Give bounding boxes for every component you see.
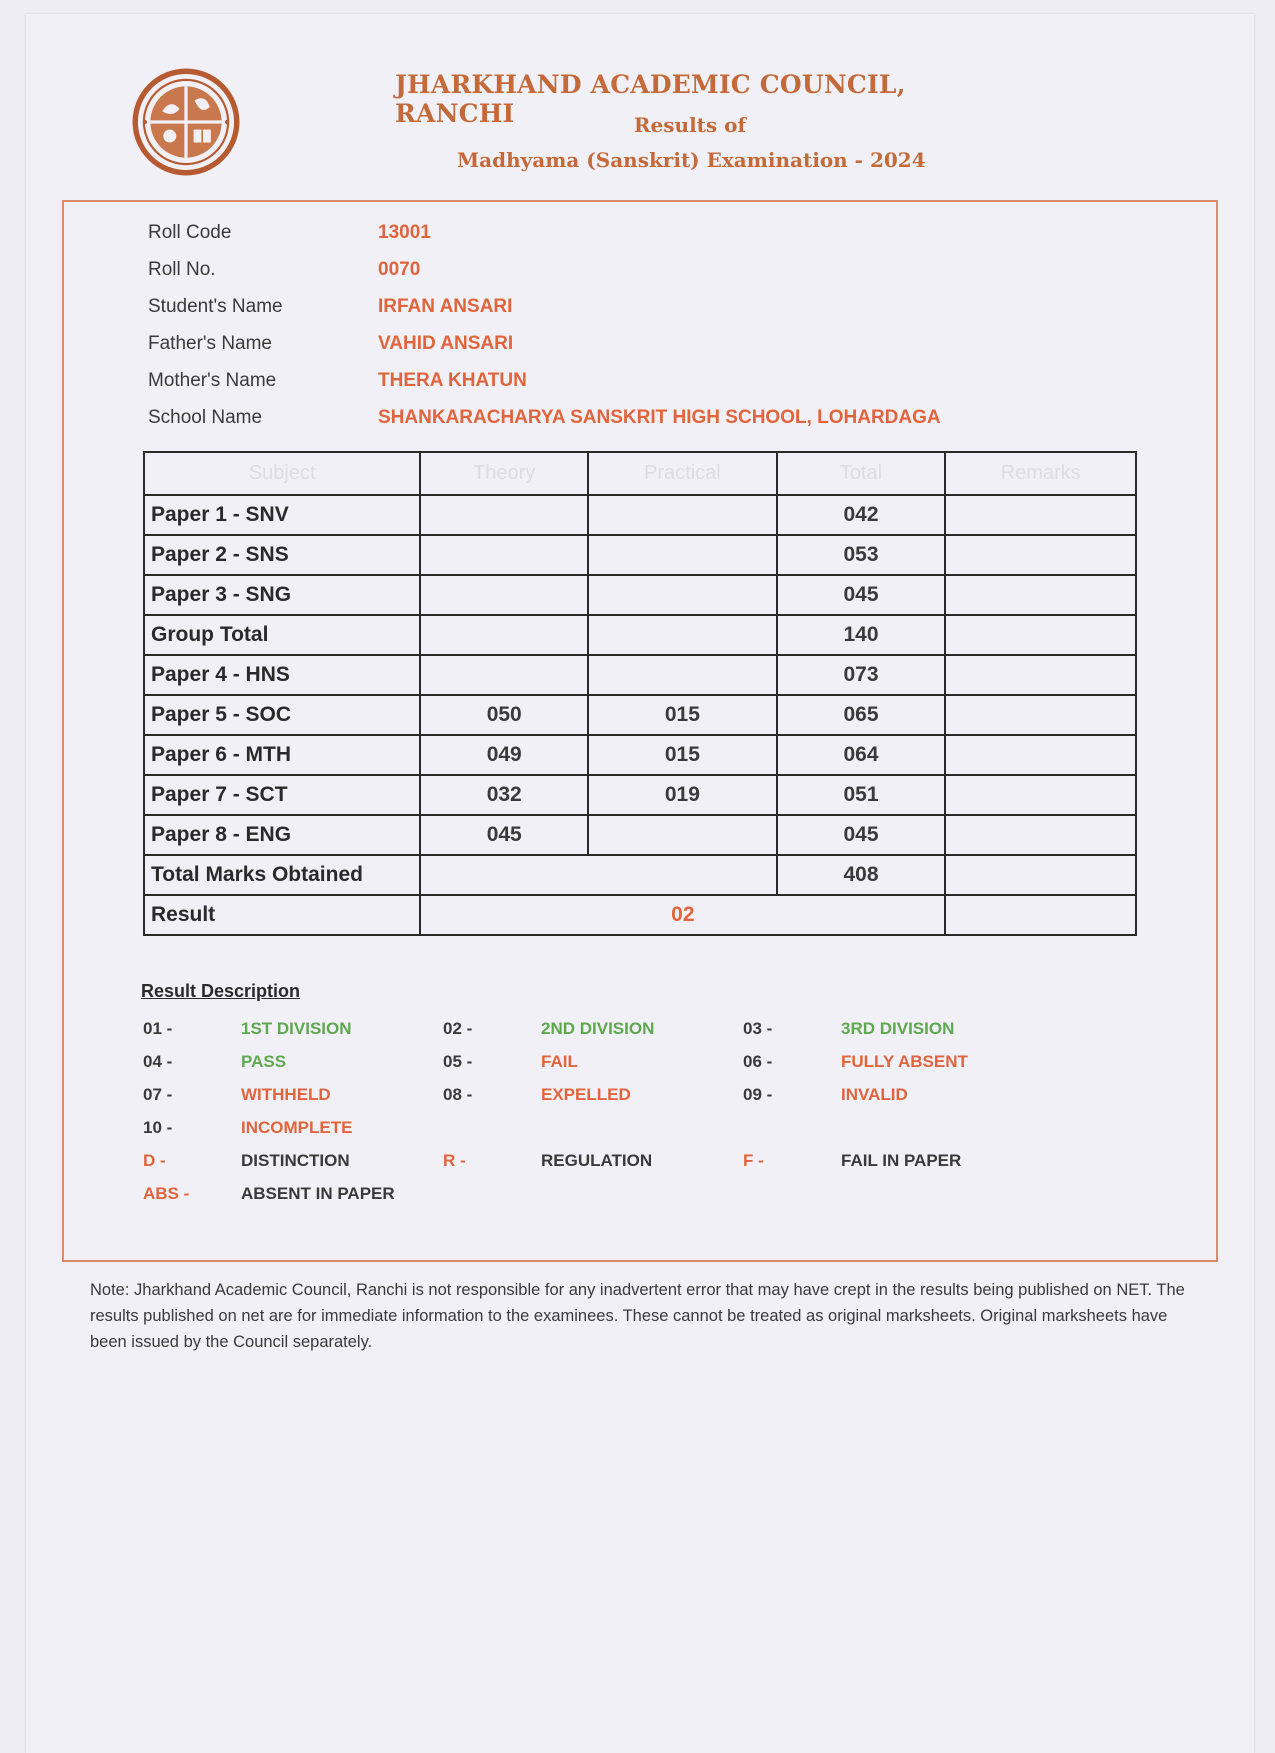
result-description-row [143,1144,1043,1177]
table-header-row [144,452,1136,495]
theory-cell [420,655,588,695]
info-row-student-name [148,288,1048,325]
info-value: SHANKARACHARYA SANSKRIT HIGH SCHOOL, LOHARDAGA [378,406,941,428]
info-label: Father's Name [148,332,273,354]
result-description-item [143,1019,443,1039]
result-description-item [743,1085,1043,1105]
result-code: 05 - [443,1051,473,1071]
subject-cell: Paper 3 - SNG [144,575,420,615]
total-marks-blank [420,855,776,895]
result-description-row [143,1045,1043,1078]
result-description-grid [143,1012,1043,1210]
result-code: 01 - [143,1018,173,1038]
result-code-meaning: 1ST DIVISION [241,1018,352,1038]
info-label: Roll Code [148,221,232,243]
results-of-label: Results of [633,113,747,137]
student-info [148,214,1048,436]
info-row-roll-code [148,214,1048,251]
result-label: Result [144,895,420,935]
table-row [144,775,1136,815]
info-label: Roll No. [148,258,216,280]
council-title: JHARKHAND ACADEMIC COUNCIL, RANCHI [395,70,906,128]
header-total: Total [777,452,946,495]
info-label: Student's Name [148,295,283,317]
table-row [144,575,1136,615]
marks-table [143,451,1137,936]
theory-cell [420,575,588,615]
subject-cell: Group Total [144,615,420,655]
info-row-roll-no [148,251,1048,288]
result-description-item [143,1151,443,1171]
info-value: IRFAN ANSARI [378,295,513,317]
result-code: R - [443,1150,466,1170]
result-description-row [143,1012,1043,1045]
practical-cell: 015 [588,735,777,775]
subject-cell: Paper 7 - SCT [144,775,420,815]
result-code-meaning: INVALID [841,1084,908,1104]
subject-cell: Paper 2 - SNS [144,535,420,575]
total-marks-label: Total Marks Obtained [144,855,420,895]
info-row-father-name [148,325,1048,362]
info-label: Mother's Name [148,369,277,391]
theory-cell: 050 [420,695,588,735]
theory-cell: 032 [420,775,588,815]
table-row [144,535,1136,575]
total-cell: 045 [777,575,946,615]
subject-cell: Paper 1 - SNV [144,495,420,535]
total-cell: 042 [777,495,946,535]
result-code: 09 - [743,1084,773,1104]
result-code-meaning: FAIL [541,1051,578,1071]
result-code: ABS - [143,1183,190,1203]
header-remarks: Remarks [945,452,1136,495]
total-marks-value: 408 [777,855,946,895]
total-cell: 140 [777,615,946,655]
result-description-item [143,1118,443,1138]
total-cell: 065 [777,695,946,735]
info-row-school-name [148,399,1048,436]
total-cell: 073 [777,655,946,695]
subject-cell: Paper 6 - MTH [144,735,420,775]
result-code-meaning: FAIL IN PAPER [841,1150,962,1170]
result-description-item [143,1085,443,1105]
result-description-item [143,1052,443,1072]
practical-cell [588,575,777,615]
result-description-item [743,1151,1043,1171]
result-code-meaning: DISTINCTION [241,1150,350,1170]
result-value: 02 [420,895,945,935]
total-cell: 051 [777,775,946,815]
exam-name: Madhyama (Sanskrit) Examination - 2024 [457,148,926,172]
practical-cell: 015 [588,695,777,735]
total-cell: 045 [777,815,946,855]
info-value: 0070 [378,258,421,280]
remarks-cell [945,655,1136,695]
practical-cell [588,655,777,695]
total-cell: 064 [777,735,946,775]
result-code: D - [143,1150,166,1170]
header-practical: Practical [588,452,777,495]
result-code: 02 - [443,1018,473,1038]
info-label: School Name [148,406,263,428]
remarks-cell [945,575,1136,615]
theory-cell [420,615,588,655]
remarks-cell [945,495,1136,535]
result-code: 10 - [143,1117,173,1137]
total-marks-row [144,855,1136,895]
header-theory: Theory [420,452,588,495]
total-marks-remarks [945,855,1136,895]
info-value: 13001 [378,221,431,243]
table-row [144,695,1136,735]
result-description-item [443,1151,743,1171]
result-code-meaning: 3RD DIVISION [841,1018,955,1038]
subject-cell: Paper 4 - HNS [144,655,420,695]
total-cell: 053 [777,535,946,575]
info-row-mother-name [148,362,1048,399]
result-code: F - [743,1150,764,1170]
table-row [144,655,1136,695]
theory-cell [420,535,588,575]
result-code-meaning: WITHHELD [241,1084,331,1104]
practical-cell [588,815,777,855]
subject-cell: Paper 5 - SOC [144,695,420,735]
info-value: VAHID ANSARI [378,332,514,354]
result-code: 03 - [743,1018,773,1038]
table-row [144,815,1136,855]
theory-cell [420,495,588,535]
result-code-meaning: 2ND DIVISION [541,1018,655,1038]
result-code-meaning: ABSENT IN PAPER [241,1183,395,1203]
result-description-item [443,1019,743,1039]
practical-cell [588,495,777,535]
result-description-item [143,1184,443,1204]
remarks-cell [945,775,1136,815]
remarks-cell [945,615,1136,655]
council-seal-icon [132,68,240,176]
theory-cell: 049 [420,735,588,775]
practical-cell [588,615,777,655]
result-code: 07 - [143,1084,173,1104]
result-description-item [443,1052,743,1072]
result-code-meaning: PASS [241,1051,287,1071]
table-row [144,735,1136,775]
table-row [144,495,1136,535]
result-description-row [143,1111,1043,1144]
remarks-cell [945,535,1136,575]
result-code-meaning: EXPELLED [541,1084,631,1104]
remarks-cell [945,735,1136,775]
result-description-item [743,1019,1043,1039]
result-code-meaning: FULLY ABSENT [841,1051,968,1071]
result-code-meaning: INCOMPLETE [241,1117,353,1137]
result-row [144,895,1136,935]
info-value: THERA KHATUN [378,369,527,391]
practical-cell [588,535,777,575]
marks-body [144,495,1136,855]
result-description-title: Result Description [141,981,301,1001]
practical-cell: 019 [588,775,777,815]
result-remarks [945,895,1136,935]
result-code: 06 - [743,1051,773,1071]
result-description-item [443,1085,743,1105]
result-description-item [743,1052,1043,1072]
remarks-cell [945,815,1136,855]
result-code: 04 - [143,1051,173,1071]
result-description-row [143,1078,1043,1111]
remarks-cell [945,695,1136,735]
result-description-row [143,1177,1043,1210]
result-code-meaning: REGULATION [541,1150,653,1170]
theory-cell: 045 [420,815,588,855]
disclaimer-note: Note: Jharkhand Academic Council, Ranchi is not responsible for any inadvertent error that may have crept in the results being published on NET. The results published on net are for immediate information to the examinees. These cannot be treated as original marksheets. Original marksheets have been issued by the Council separately. [90,1281,1185,1351]
table-row [144,615,1136,655]
header-subject: Subject [144,452,420,495]
subject-cell: Paper 8 - ENG [144,815,420,855]
result-code: 08 - [443,1084,473,1104]
